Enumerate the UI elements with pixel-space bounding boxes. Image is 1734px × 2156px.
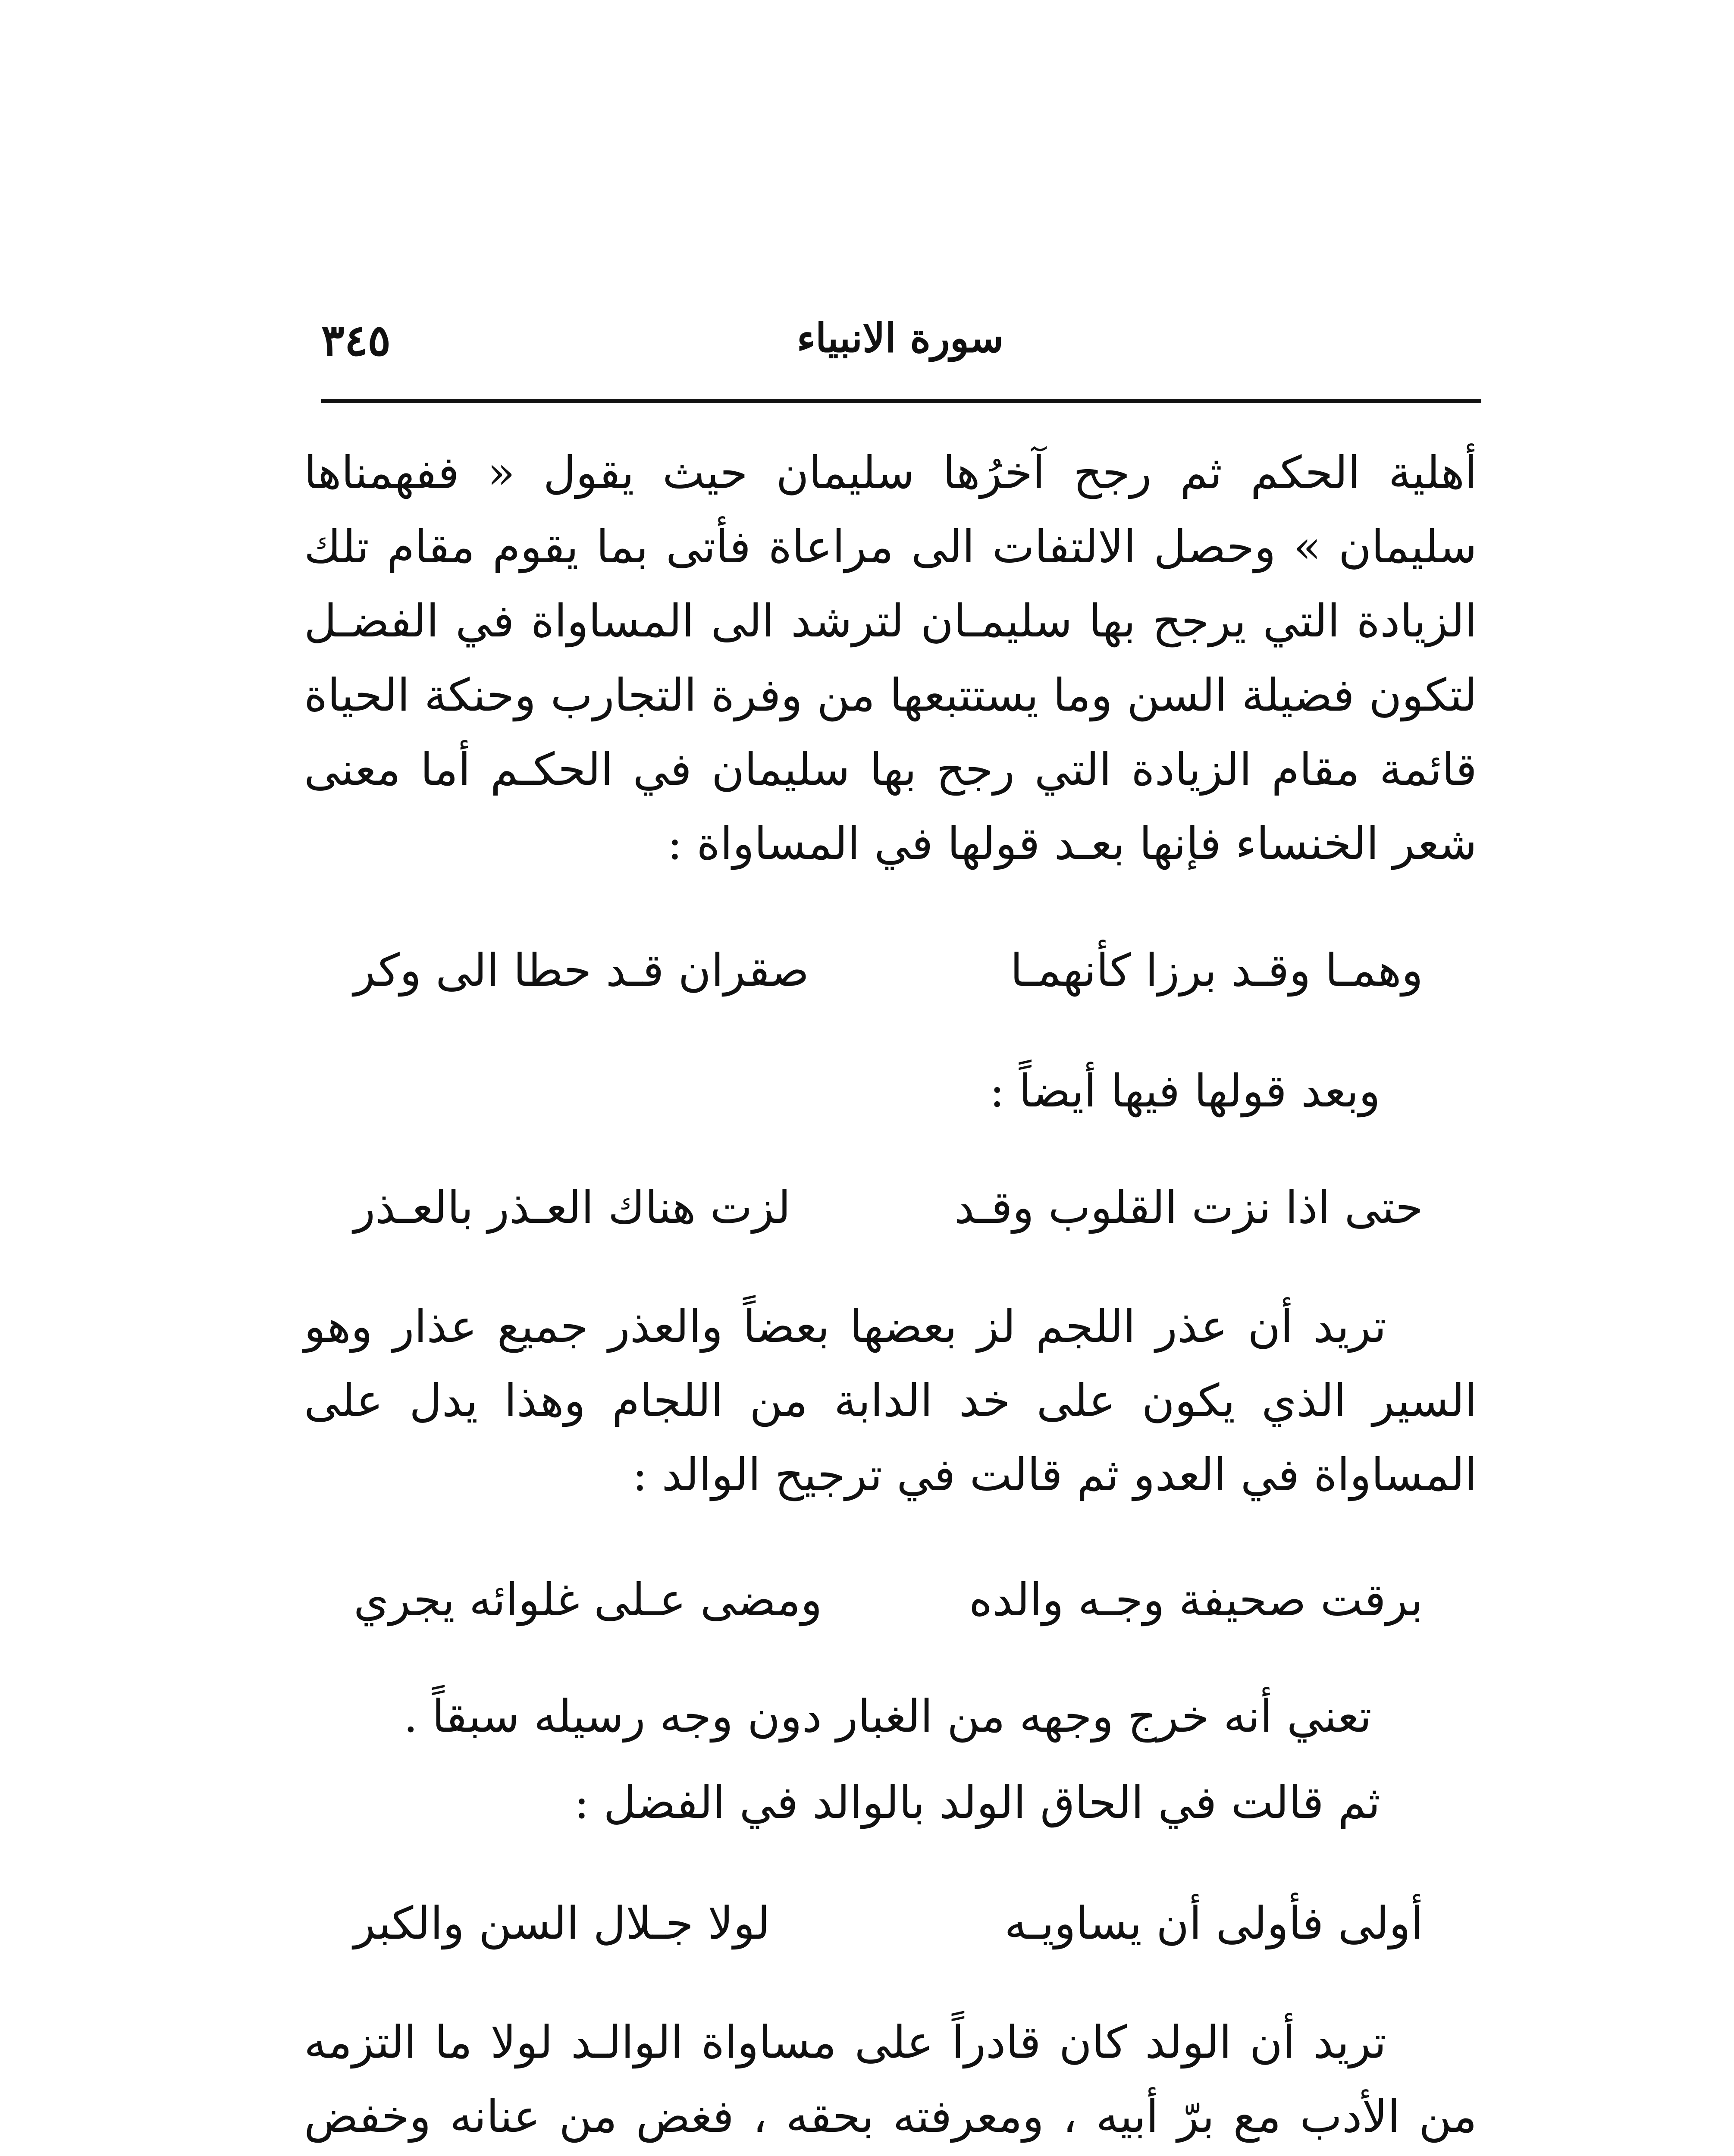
paragraph-5: تريد أن الولد كان قادراً على مساواة الوالـد لولا ما التزمه من الأدب مع برّ أبيه ، ومعرفته بحقه ، فغض من عنانه وخفض (304, 2016, 1477, 2143)
verse-4 (354, 1889, 1423, 1958)
page-number: ٣٤٥ (321, 315, 391, 366)
running-title: سورة الانبياء (796, 315, 1004, 361)
paragraph-3: تريد أن عذر اللجم لز بعضها بعضاً والعذر جميع عذار وهو السير الذي يكون على خد الدابة من اللجام وهذا يدل على المساواة في العدو ثم قالت في ترجيح الوالد : (304, 1300, 1477, 1501)
verse-1 (354, 936, 1423, 1005)
verse-2-second-hemistich: لزت هناك العـذر بالعـذر (354, 1181, 791, 1234)
verse-4-first-hemistich: أولى فأولى أن يساويـه (1004, 1897, 1423, 1949)
paragraph-4b: ثم قالت في الحاق الولد بالوالد في الفضل : (574, 1776, 1380, 1829)
page-header (321, 298, 1479, 384)
verse-2-first-hemistich: حتى اذا نزت القلوب وقـد (954, 1181, 1423, 1234)
verse-2 (354, 1173, 1423, 1242)
paragraph-2: وبعد قولها فيها أيضاً : (989, 1065, 1380, 1117)
verse-1-first-hemistich: وهمـا وقـد برزا كأنهمـا (1010, 944, 1423, 997)
verse-3-second-hemistich: ومضى عـلى غلوائه يجري (354, 1573, 822, 1626)
verse-4-second-hemistich: لولا جـلال السن والكبر (354, 1897, 770, 1949)
verse-3 (354, 1565, 1423, 1634)
paragraph-4a: تعني أنه خرج وجهه من الغبار دون وجه رسيله سبقاً . (403, 1690, 1372, 1742)
paragraph-1: أهلية الحكم ثم رجح آخرُها سليمان حيث يقول « ففهمناها سليمان » وحصل الالتفات الى مراعاة فأتى بما يقوم مقام تلك الزيادة التي يرجح بها سليمـان لترشد الى المساواة في الفضـل لتكون فضيلة السن وما يستتبعها من وفرة التجارب وحنكة الحياة قائمة مقام الزيادة التي رجح بها سليمان في الحكـم أما معنى شعر الخنساء فإنها بعـد قولها في المساواة : (304, 446, 1477, 870)
verse-3-first-hemistich: برقت صحيفة وجـه والده (969, 1573, 1423, 1626)
header-rule (321, 399, 1481, 403)
verse-1-second-hemistich: صقران قـد حطا الى وكر (354, 944, 809, 997)
